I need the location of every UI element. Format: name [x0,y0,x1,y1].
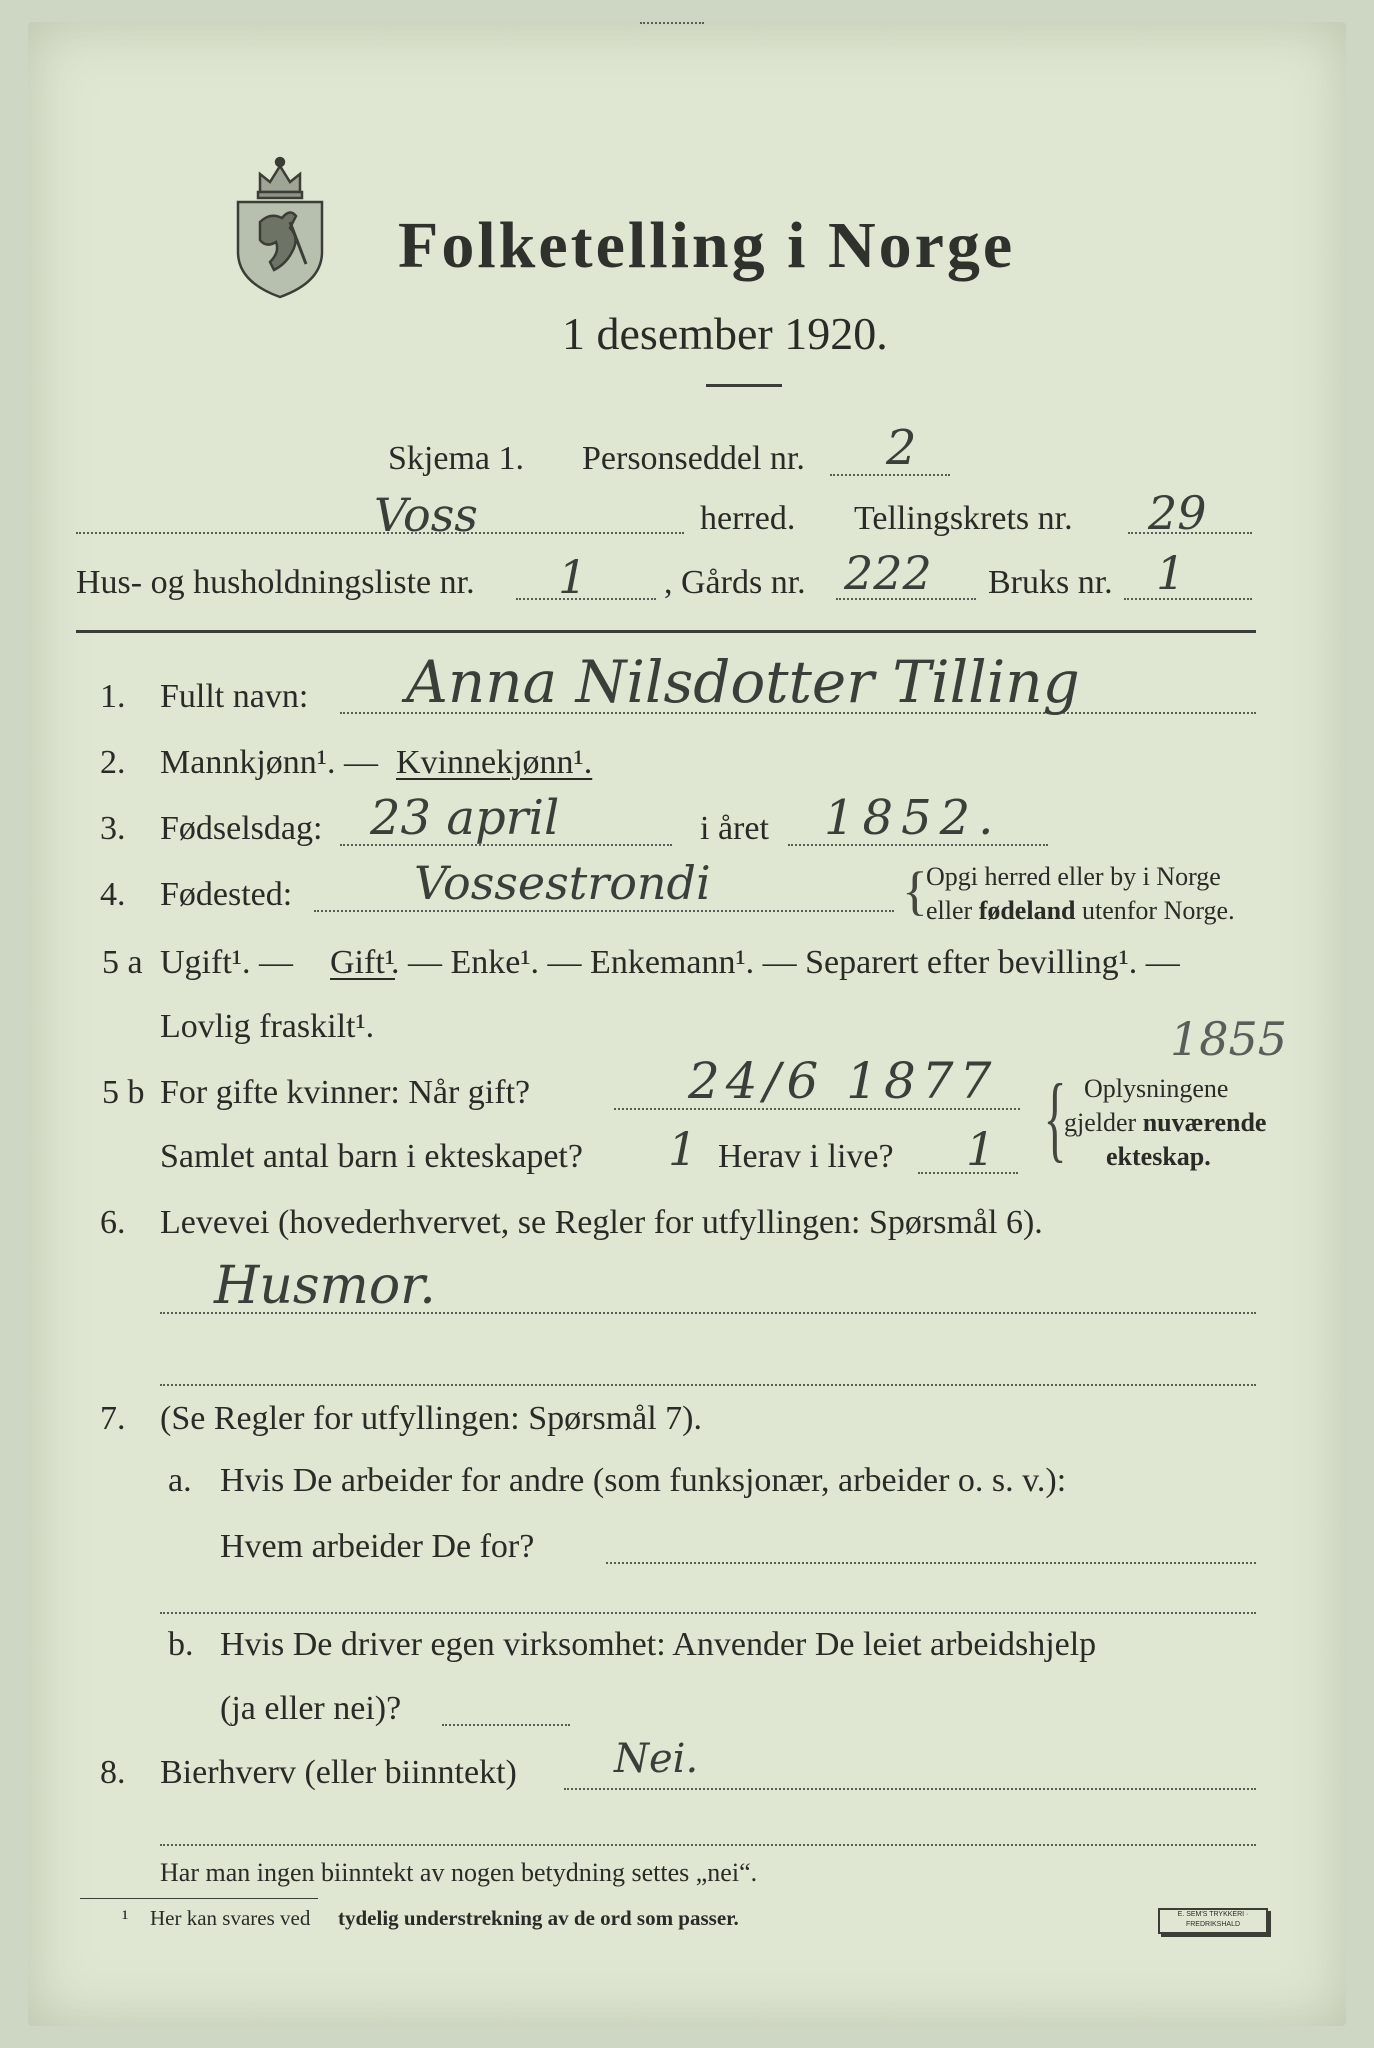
marriage-date-value[interactable]: 24/6 1877 [688,1052,998,1110]
q5b-brace: { [1043,1064,1067,1171]
q8-label: Bierhverv (eller biinntekt) [160,1754,517,1791]
q6-line1 [160,1312,1256,1314]
q8-line2 [160,1844,1256,1846]
q4-note-line2: eller fødeland utenfor Norge. [926,896,1235,925]
herred-label: herred. [700,500,796,537]
tellingskrets-value[interactable]: 29 [1148,486,1207,540]
q3-number: 3. [100,810,126,847]
q2-male: Mannkjønn¹. — [160,744,378,781]
gards-label: , Gårds nr. [664,564,806,601]
q8-line1 [564,1788,1256,1790]
margin-year-note: 1855 [1170,1012,1288,1066]
q5b-number: 5 b [102,1074,145,1111]
q5a-number: 5 a [102,944,143,981]
q5b-note-line3: ekteskap. [1106,1142,1211,1171]
q7-number: 7. [100,1400,126,1437]
birthplace-value[interactable]: Vossestrondi [414,856,711,910]
q5b-note-line1: Oplysningene [1084,1074,1229,1103]
form-date: 1 desember 1920. [562,308,888,359]
q7-label: (Se Regler for utfyllingen: Spørsmål 7). [160,1400,703,1437]
bruks-value[interactable]: 1 [1156,546,1186,600]
q3-year-label: i året [700,810,769,847]
footnote-text: Her kan svares ved [150,1906,311,1930]
title-divider [706,384,782,387]
herred-value[interactable]: Voss [374,488,478,542]
q4-line [314,910,894,912]
q1-label: Fullt navn: [160,678,309,715]
bruks-label: Bruks nr. [988,564,1113,601]
printer-mark-text: E. SEM'S TRYKKERI · FREDRIKSHALD [1177,1911,1249,1928]
printer-mark [1158,1908,1268,1934]
q5b-barn-label: Samlet antal barn i ekteskapet? [160,1138,583,1175]
personseddel-value[interactable]: 2 [886,420,917,476]
side-income-value[interactable]: Nei. [614,1736,699,1782]
bruks-line [1124,598,1252,600]
husliste-label: Hus- og husholdningsliste nr. [76,564,475,601]
q1-number: 1. [100,678,126,715]
q5a-line2: Lovlig fraskilt¹. [160,1008,375,1045]
q4-label: Fødested: [160,876,293,913]
q5b-note-line2: gjelder nuværende [1064,1108,1267,1137]
q7b-text: Hvis De driver egen virksomhet: Anvender De leiet arbeidshjelp [220,1626,1097,1663]
personseddel-label: Personseddel nr. [582,440,805,477]
header-divider [76,630,1256,633]
q8-number: 8. [100,1754,126,1791]
q7a-line2 [160,1612,1256,1614]
form-title: Folketelling i Norge [398,209,1016,282]
children-living-value[interactable]: 1 [966,1122,996,1176]
q5a-rest: . — Enke¹. — Enkemann¹. — Separert efter bevilling¹. — [391,944,1180,981]
children-total-value[interactable]: 1 [668,1122,698,1176]
tellingskrets-label: Tellingskrets nr. [854,500,1073,537]
q4-brace: { [902,861,928,921]
q6-label: Levevei (hovederhvervet, se Regler for utfyllingen: Spørsmål 6). [160,1204,1043,1241]
occupation-value[interactable]: Husmor. [214,1256,436,1316]
q5a-gift-selected[interactable]: Gift¹ [330,944,395,981]
q6-number: 6. [100,1204,126,1241]
q4-note-line1: Opgi herred eller by i Norge [926,862,1221,891]
q7b-letter: b. [168,1626,194,1663]
birth-year-value[interactable]: 1852. [824,790,1002,846]
q7b-line [442,1724,570,1726]
footnote-mark: ¹ [122,1906,129,1930]
gards-value[interactable]: 222 [844,546,932,600]
full-name-value[interactable]: Anna Nilsdotter Tilling [406,648,1080,716]
q5a-ugift: Ugift¹. — [160,944,293,981]
q5b-label: For gifte kvinner: Når gift? [160,1074,531,1111]
husliste-value[interactable]: 1 [558,550,588,604]
q3-label: Fødselsdag: [160,810,323,847]
q7a-letter: a. [168,1462,192,1499]
q5b-live-label: Herav i live? [718,1138,894,1175]
footnote-emphasis: tydelig understrekning av de ord som passer. [338,1906,739,1930]
birthday-value[interactable]: 23 april [370,790,560,846]
q5b-barn-line [640,22,704,24]
q2-female-selected[interactable]: Kvinnekjønn¹. [396,744,593,781]
coat-of-arms-icon [230,152,330,300]
census-form-page [28,22,1346,2026]
q6-line2 [160,1384,1256,1386]
q7a-text: Hvis De arbeider for andre (som funksjonær, arbeider o. s. v.): [220,1462,1067,1499]
footer-note: Har man ingen biinntekt av nogen betydning settes „nei“. [160,1858,758,1887]
q7b-text2: (ja eller nei)? [220,1690,402,1727]
q7a-text2: Hvem arbeider De for? [220,1528,535,1565]
footnote-divider [80,1898,318,1899]
q7a-line1 [606,1562,1256,1564]
q4-number: 4. [100,876,126,913]
q2-number: 2. [100,744,126,781]
skjema-label: Skjema 1. [388,440,524,477]
